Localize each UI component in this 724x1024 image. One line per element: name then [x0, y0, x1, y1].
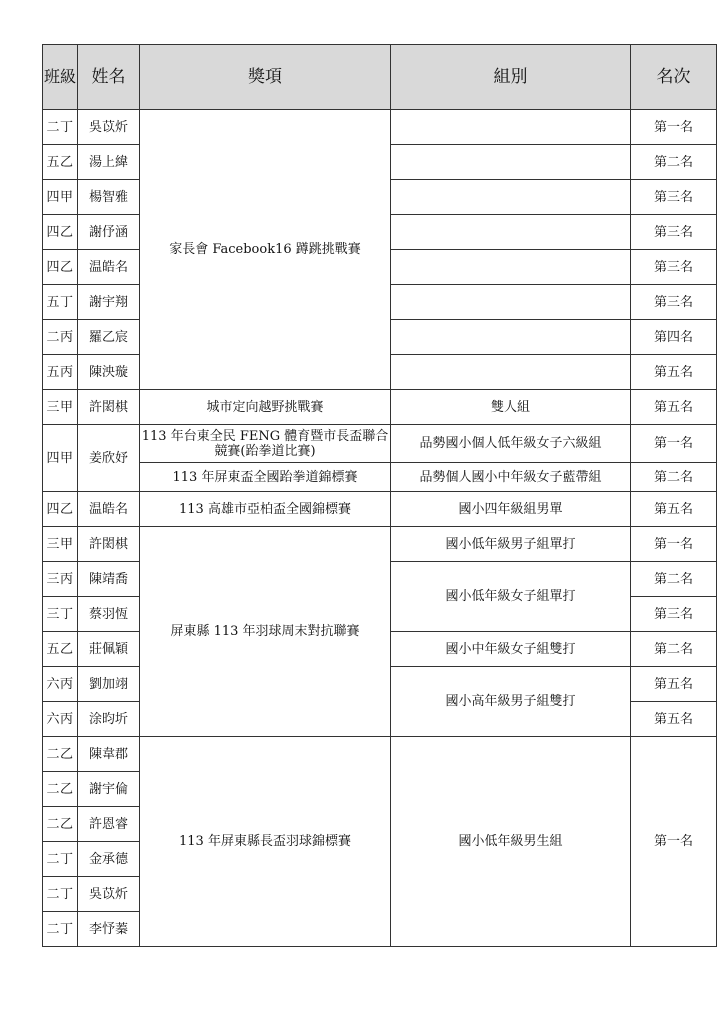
group-cell: 國小中年級女子組雙打 [391, 632, 631, 667]
name-cell: 謝宇翔 [78, 285, 140, 320]
group-cell [391, 110, 631, 145]
table-row [43, 390, 717, 425]
group-cell: 品勢國小個人低年級女子六級組 [391, 425, 631, 463]
name-cell: 許閎棋 [78, 527, 140, 562]
group-cell: 國小高年級男子組雙打 [391, 667, 631, 737]
group-cell [391, 320, 631, 355]
header-rank: 名次 [631, 45, 717, 110]
name-cell: 謝宇倫 [78, 772, 140, 807]
table-row [43, 492, 717, 527]
rank-cell: 第三名 [631, 285, 717, 320]
rank-cell: 第一名 [631, 737, 717, 947]
rank-cell: 第四名 [631, 320, 717, 355]
rank-cell: 第一名 [631, 425, 717, 463]
group-cell: 國小低年級女子組單打 [391, 562, 631, 632]
name-cell: 陳泱璇 [78, 355, 140, 390]
class-cell: 四甲 [43, 180, 78, 215]
class-cell: 四乙 [43, 492, 78, 527]
rank-cell: 第三名 [631, 180, 717, 215]
rank-cell: 第二名 [631, 632, 717, 667]
class-cell: 三甲 [43, 390, 78, 425]
rank-cell: 第三名 [631, 250, 717, 285]
rank-cell: 第五名 [631, 355, 717, 390]
name-cell: 蔡羽恆 [78, 597, 140, 632]
class-cell: 五丙 [43, 355, 78, 390]
awards-table [42, 44, 717, 947]
name-cell: 姜欣妤 [78, 425, 140, 492]
header-group: 組別 [391, 45, 631, 110]
name-cell: 温皓名 [78, 492, 140, 527]
class-cell: 四甲 [43, 425, 78, 492]
group-cell [391, 355, 631, 390]
name-cell: 陳靖喬 [78, 562, 140, 597]
class-cell: 二乙 [43, 807, 78, 842]
class-cell: 四乙 [43, 250, 78, 285]
rank-cell: 第五名 [631, 492, 717, 527]
class-cell: 四乙 [43, 215, 78, 250]
name-cell: 陳韋郡 [78, 737, 140, 772]
group-cell: 品勢個人國小中年級女子藍帶組 [391, 463, 631, 492]
group-cell: 雙人組 [391, 390, 631, 425]
name-cell: 温皓名 [78, 250, 140, 285]
group-cell: 國小四年級組男單 [391, 492, 631, 527]
table-row [43, 110, 717, 145]
rank-cell: 第一名 [631, 110, 717, 145]
class-cell: 五乙 [43, 145, 78, 180]
header-class: 班級 [43, 45, 78, 110]
class-cell: 五丁 [43, 285, 78, 320]
name-cell: 劉加翊 [78, 667, 140, 702]
award-cell: 城市定向越野挑戰賽 [140, 390, 391, 425]
name-cell: 許恩睿 [78, 807, 140, 842]
group-cell [391, 250, 631, 285]
group-cell: 國小低年級男生組 [391, 737, 631, 947]
name-cell: 莊佩穎 [78, 632, 140, 667]
group-cell [391, 180, 631, 215]
rank-cell: 第三名 [631, 597, 717, 632]
class-cell: 六丙 [43, 702, 78, 737]
group-cell [391, 215, 631, 250]
group-cell [391, 285, 631, 320]
class-cell: 二丁 [43, 110, 78, 145]
award-cell: 屏東縣 113 年羽球周末對抗聯賽 [140, 527, 391, 737]
name-cell: 楊智雅 [78, 180, 140, 215]
rank-cell: 第二名 [631, 562, 717, 597]
rank-cell: 第五名 [631, 390, 717, 425]
class-cell: 六丙 [43, 667, 78, 702]
award-cell: 113 高雄市亞柏盃全國錦標賽 [140, 492, 391, 527]
rank-cell: 第五名 [631, 702, 717, 737]
name-cell: 金承德 [78, 842, 140, 877]
name-cell: 李忬蓁 [78, 912, 140, 947]
header-name: 姓名 [78, 45, 140, 110]
name-cell: 涂昀圻 [78, 702, 140, 737]
table-row [43, 463, 717, 492]
class-cell: 二乙 [43, 772, 78, 807]
group-cell: 國小低年級男子組單打 [391, 527, 631, 562]
name-cell: 吳苡炘 [78, 110, 140, 145]
award-cell: 113 年屏東盃全國跆拳道錦標賽 [140, 463, 391, 492]
class-cell: 三甲 [43, 527, 78, 562]
class-cell: 五乙 [43, 632, 78, 667]
rank-cell: 第二名 [631, 463, 717, 492]
table-row [43, 737, 717, 772]
rank-cell: 第五名 [631, 667, 717, 702]
rank-cell: 第一名 [631, 527, 717, 562]
name-cell: 羅乙宸 [78, 320, 140, 355]
class-cell: 二丙 [43, 320, 78, 355]
class-cell: 二丁 [43, 912, 78, 947]
class-cell: 三丁 [43, 597, 78, 632]
header-row [43, 45, 717, 110]
rank-cell: 第二名 [631, 145, 717, 180]
header-award: 獎項 [140, 45, 391, 110]
class-cell: 三丙 [43, 562, 78, 597]
name-cell: 湯上緯 [78, 145, 140, 180]
name-cell: 謝伃涵 [78, 215, 140, 250]
name-cell: 許閎棋 [78, 390, 140, 425]
award-cell: 113 年台東全民 FENG 體育暨市長盃聯合競賽(跆拳道比賽) [140, 425, 391, 463]
class-cell: 二丁 [43, 877, 78, 912]
name-cell: 吳苡炘 [78, 877, 140, 912]
table-row [43, 527, 717, 562]
group-cell [391, 145, 631, 180]
rank-cell: 第三名 [631, 215, 717, 250]
class-cell: 二乙 [43, 737, 78, 772]
class-cell: 二丁 [43, 842, 78, 877]
table-row [43, 425, 717, 463]
award-cell: 家長會 Facebook16 蹲跳挑戰賽 [140, 110, 391, 390]
award-cell: 113 年屏東縣長盃羽球錦標賽 [140, 737, 391, 947]
